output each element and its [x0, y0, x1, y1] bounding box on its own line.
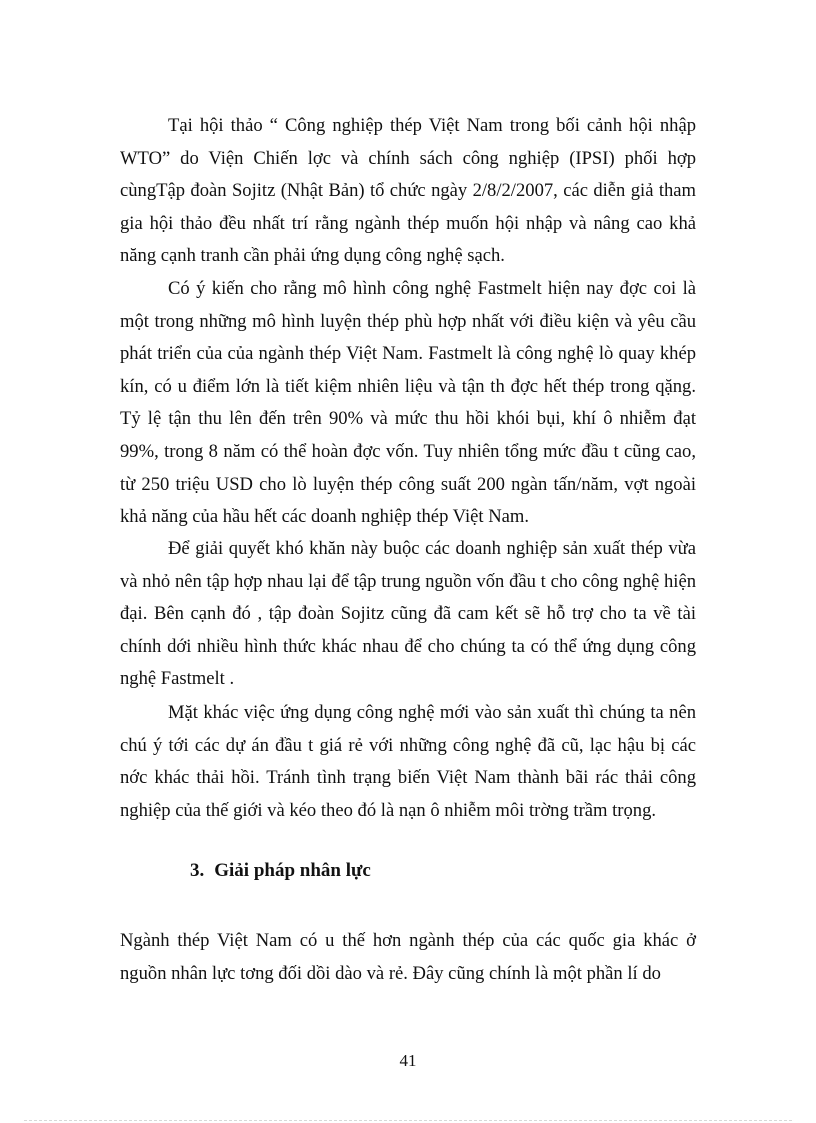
page-bottom-divider — [24, 1120, 792, 1121]
paragraph-workshop: Tại hội thảo “ Công nghiệp thép Việt Nam trong bối cảnh hội nhập WTO” do Viện Chiến lợc và chính sách công nghiệp (IPSI) phối hợp cùngTập đoàn Sojitz (Nhật Bản) tổ chức ngày 2/8/2/2007, các diễn giả tham gia hội thảo đều nhất trí rằng ngành thép muốn hội nhập và nâng cao khả năng cạnh tranh cần phải ứng dụng công nghệ sạch. — [120, 115, 696, 267]
paragraph-cheap-technology: Mặt khác việc ứng dụng công nghệ mới vào sản xuất thì chúng ta nên chú ý tới các dự án đầu t giá rẻ với những công nghệ đã cũ, lạc hậu bị các nớc khác thải hồi. Tránh tình trạng biến Việt Nam thành bãi rác thải công nghiệp của thế giới và kéo theo đó là nạn ô nhiễm môi trờng trầm trọng. — [120, 702, 696, 821]
section-number: 3. — [190, 860, 205, 881]
paragraph-human-resources: Ngành thép Việt Nam có u thế hơn ngành thép của các quốc gia khác ở nguồn nhân lực tơng đối dồi dào và rẻ. Đây cũng chính là một phần lí do — [120, 930, 696, 984]
section-title: Giải pháp nhân lực — [214, 860, 371, 881]
paragraph-fastmelt: Có ý kiến cho rằng mô hình công nghệ Fastmelt hiện nay đợc coi là một trong những mô hình luyện thép phù hợp nhất với điều kiện và yêu cầu phát triển của của ngành thép Việt Nam. Fastmelt là công nghệ lò quay khép kín, có u điểm lớn là tiết kiệm nhiên liệu và tận th đợc hết thép trong qặng. Tỷ lệ tận thu lên đến trên 90% và mức thu hồi khói bụi, khí ô nhiễm đạt 99%, trong 8 năm có thể hoàn đợc vốn. Tuy nhiên tổng mức đầu t cũng cao, từ 250 triệu USD cho lò luyện thép công suất 200 ngàn tấn/năm, vợt ngoài khả năng của hầu hết các doanh nghiệp thép Việt Nam. — [120, 278, 696, 528]
paragraph-solution: Để giải quyết khó khăn này buộc các doanh nghiệp sản xuất thép vừa và nhỏ nên tập hợp nhau lại để tập trung nguồn vốn đầu t cho công nghệ hiện đại. Bên cạnh đó , tập đoàn Sojitz cũng đã cam kết sẽ hỗ trợ cho ta về tài chính dới nhiều hình thức khác nhau để cho chúng ta có thể ứng dụng công nghệ Fastmelt . — [120, 538, 696, 690]
page-number: 41 — [399, 1051, 417, 1070]
section-heading — [190, 860, 371, 882]
